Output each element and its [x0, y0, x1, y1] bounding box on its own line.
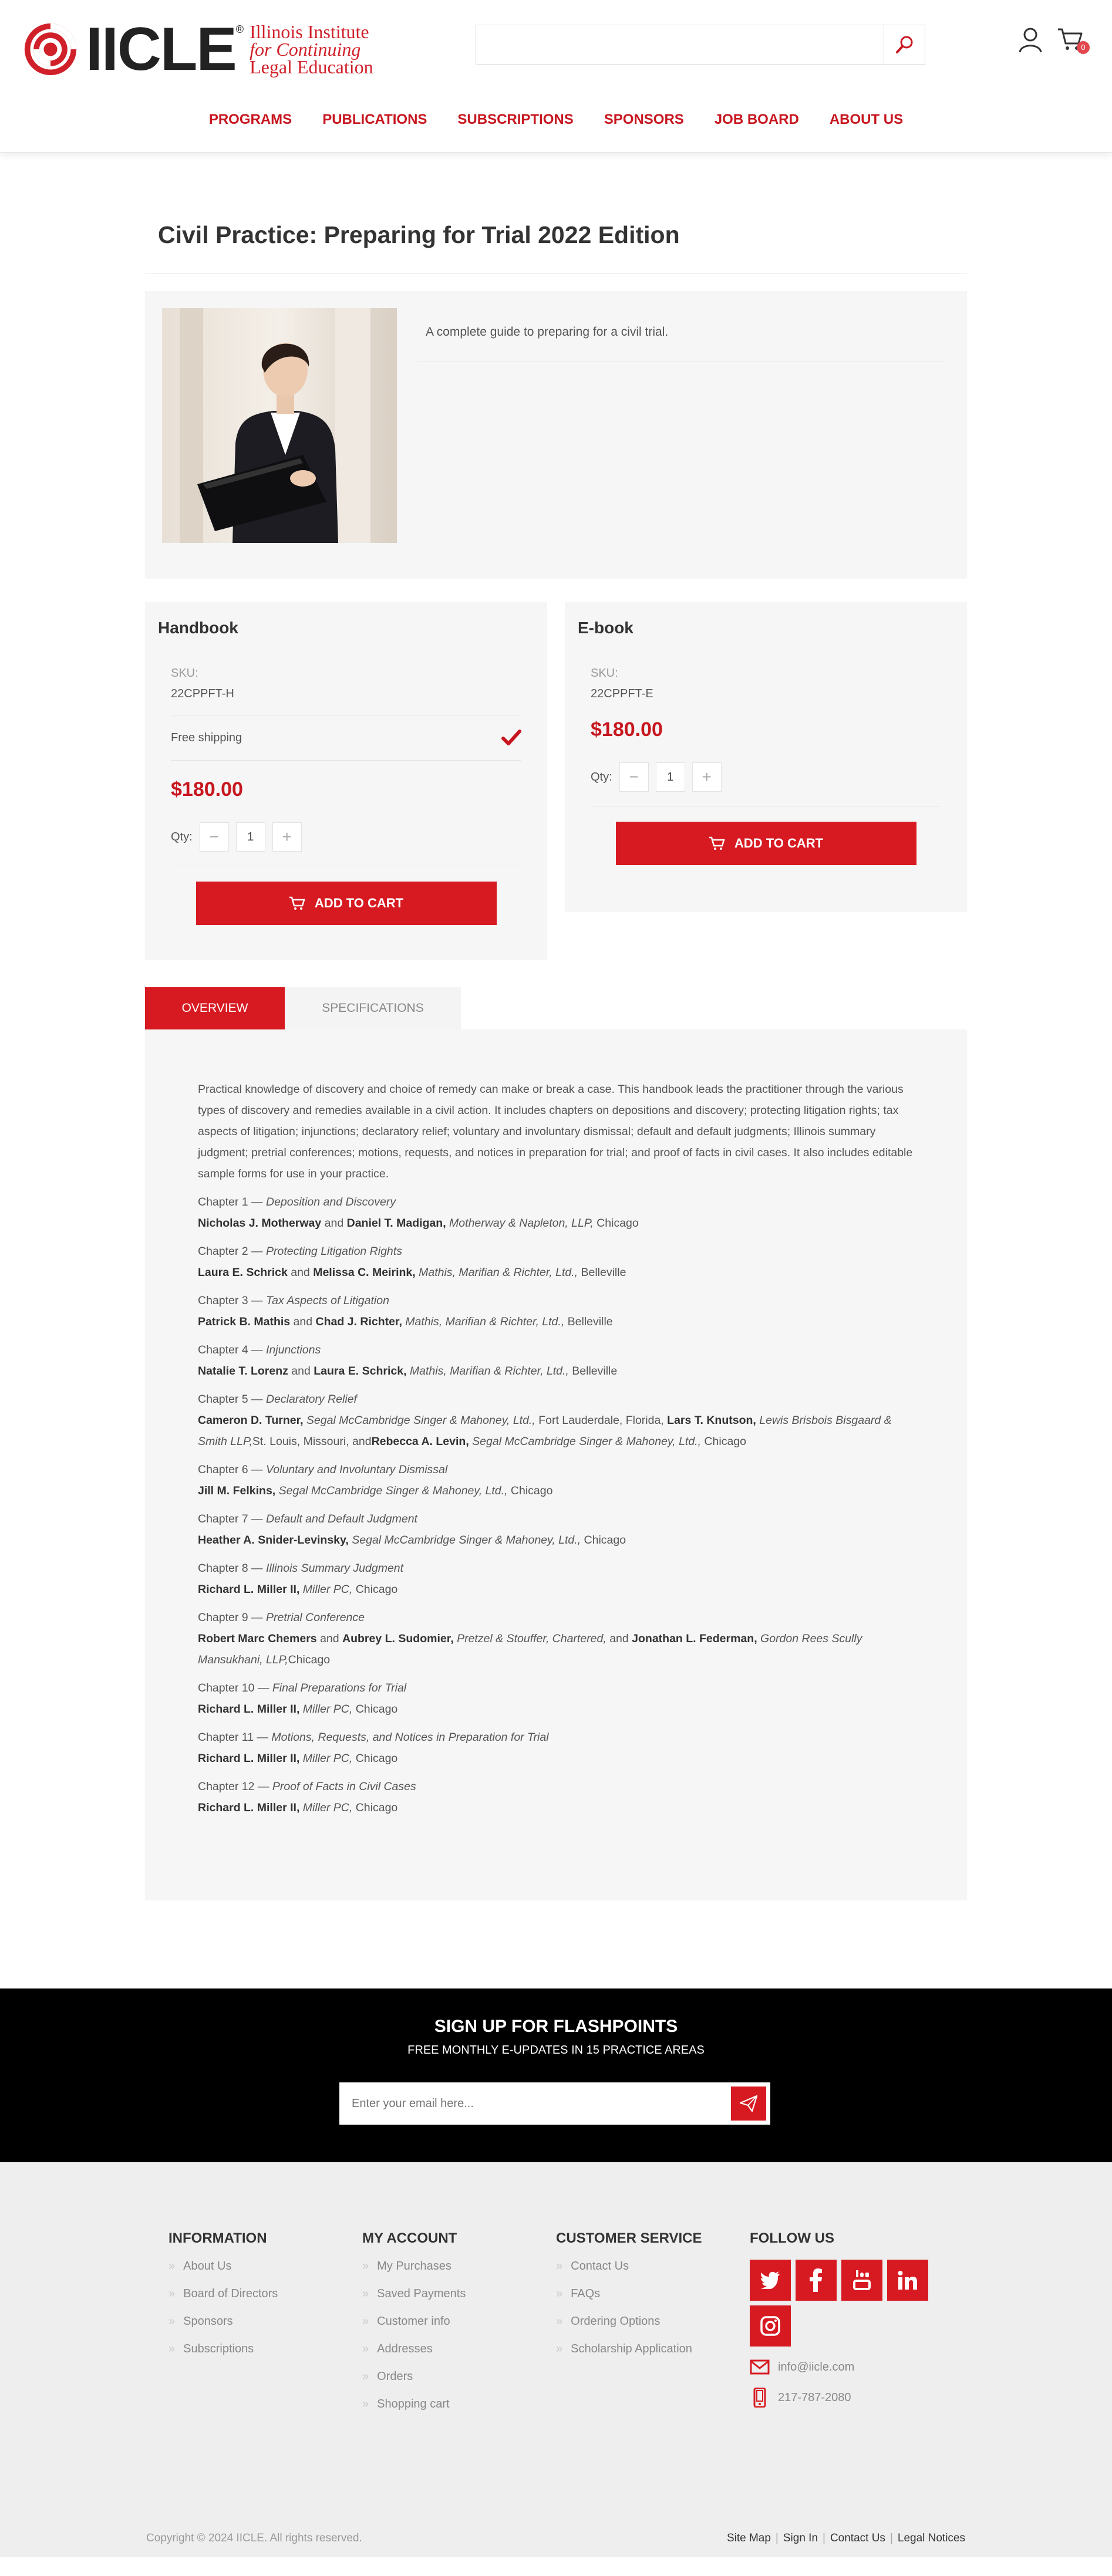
- city: St. Louis, Missouri, and: [252, 1435, 372, 1448]
- ebook-add-to-cart-label: ADD TO CART: [734, 836, 824, 850]
- chapter-number: Chapter 4 —: [198, 1343, 266, 1356]
- nav-sponsors[interactable]: SPONSORS: [604, 112, 684, 127]
- footer-link-addresses[interactable]: » Addresses: [362, 2342, 466, 2370]
- chapter-title: Illinois Summary Judgment: [265, 1562, 404, 1575]
- footer-link-board[interactable]: » Board of Directors: [169, 2287, 278, 2315]
- chapter-title: Final Preparations for Trial: [272, 1682, 407, 1694]
- facebook-button[interactable]: [796, 2260, 837, 2301]
- joiner: and: [288, 1365, 314, 1378]
- chapter-5: [198, 1389, 914, 1452]
- search-input[interactable]: [476, 25, 885, 64]
- author: Richard L. Miller II,: [198, 1801, 300, 1814]
- firm: Mathis, Marifian & Richter, Ltd.,: [402, 1315, 565, 1328]
- handbook-sku-label: SKU:: [171, 667, 198, 680]
- author: Chad J. Richter,: [315, 1315, 402, 1328]
- cart-icon: [289, 896, 305, 910]
- product-intro: [145, 291, 967, 579]
- ebook-heading: E-book: [578, 619, 633, 637]
- chapter-number: Chapter 11 —: [198, 1731, 272, 1744]
- logo-tagline: [250, 23, 373, 76]
- city: Chicago: [581, 1534, 626, 1547]
- site-footer: [0, 2162, 1112, 2557]
- tab-overview[interactable]: OVERVIEW: [145, 987, 285, 1029]
- twitter-button[interactable]: [750, 2260, 791, 2301]
- woman-with-binder-photo: [162, 308, 397, 543]
- copyright: Copyright © 2024 IICLE. All rights reserved.: [146, 2532, 362, 2544]
- separator: |: [889, 2532, 893, 2544]
- chapter-number: Chapter 2 —: [198, 1245, 266, 1258]
- city: Chicago: [288, 1653, 331, 1666]
- author: Aubrey L. Sudomier,: [342, 1632, 454, 1645]
- author: Nicholas J. Motherway: [198, 1217, 322, 1230]
- chapter-10: [198, 1677, 914, 1720]
- firm: Gordon Rees Scully Mansukhani, LLP,: [198, 1632, 862, 1666]
- main-nav: [0, 112, 1112, 128]
- chapter-number: Chapter 7 —: [198, 1512, 266, 1525]
- signup-form: [339, 2082, 770, 2125]
- footer-link-shopping-cart[interactable]: » Shopping cart: [362, 2398, 466, 2425]
- iicle-logo[interactable]: [22, 15, 373, 83]
- author: Richard L. Miller II,: [198, 1583, 300, 1596]
- author: Heather A. Snider-Levinsky,: [198, 1534, 349, 1547]
- author: Jill M. Felkins,: [198, 1484, 276, 1497]
- overview-lead: Practical knowledge of discovery and choice of remedy can make or break a case. This handbook leads the practitioner through the various types of discovery and remedies available in a civil action. It includes chapters on depositions and discovery; protecting litigation rights; tax aspects of litigation; injunctions; declaratory relief; voluntary and involuntary dismissal; default and default judgments; Illinois summary judgment; pretrial conferences; motions, requests, and notices in preparation for trial; and proof of facts in civil cases. It also includes editable sample forms for use in your practice.: [198, 1083, 913, 1180]
- author: Richard L. Miller II,: [198, 1752, 300, 1765]
- chapter-title: Motions, Requests, and Notices in Preparation for Trial: [271, 1731, 549, 1744]
- cart-button[interactable]: [1057, 26, 1086, 55]
- city: Fort Lauderdale, Florida,: [535, 1414, 668, 1427]
- ebook-variant: [565, 602, 967, 912]
- footer-information-heading: INFORMATION: [169, 2230, 267, 2246]
- joiner: and: [316, 1632, 343, 1645]
- firm: Segal McCambridge Singer & Mahoney, Ltd.,: [303, 1414, 535, 1427]
- chapter-7: [198, 1508, 914, 1551]
- city: Chicago: [352, 1583, 398, 1596]
- product-image: [162, 308, 397, 543]
- instagram-button[interactable]: [750, 2305, 791, 2347]
- chapter-number: Chapter 1 —: [198, 1196, 266, 1208]
- email-field[interactable]: [340, 2083, 730, 2124]
- chapter-9: [198, 1607, 914, 1670]
- footer-link-faqs[interactable]: » FAQs: [556, 2287, 702, 2315]
- youtube-icon: [851, 2269, 873, 2291]
- author: Laura E. Schrick: [198, 1266, 288, 1279]
- chapter-title: Tax Aspects of Litigation: [265, 1294, 389, 1307]
- chapter-title: Pretrial Conference: [265, 1611, 365, 1624]
- firm: Mathis, Marifian & Richter, Ltd.,: [415, 1266, 578, 1279]
- mobile-phone-icon: [750, 2388, 770, 2408]
- handbook-add-to-cart-button[interactable]: [196, 882, 497, 925]
- footer-link-ordering-options[interactable]: » Ordering Options: [556, 2315, 702, 2342]
- footer-account-heading: MY ACCOUNT: [362, 2230, 457, 2246]
- author: Natalie T. Lorenz: [198, 1365, 288, 1378]
- footer-phone[interactable]: [750, 2388, 949, 2408]
- chapter-title: Deposition and Discovery: [265, 1196, 396, 1208]
- search-button[interactable]: [884, 25, 925, 64]
- handbook-divider-2: [171, 760, 521, 761]
- city: Chicago: [593, 1217, 639, 1230]
- ebook-qty-label: Qty:: [591, 770, 612, 784]
- logo-tagline-line3: Legal Education: [250, 56, 373, 77]
- free-shipping-label: Free shipping: [171, 731, 242, 744]
- chapter-title: Injunctions: [265, 1343, 321, 1356]
- city: Chicago: [352, 1752, 398, 1765]
- chapter-title: Declaratory Relief: [265, 1393, 357, 1406]
- nav-subscriptions[interactable]: SUBSCRIPTIONS: [457, 112, 574, 127]
- cart-count-badge: 0: [1077, 41, 1090, 54]
- joiner: and: [287, 1266, 314, 1279]
- footer-email[interactable]: [750, 2359, 949, 2375]
- chapter-number: Chapter 6 —: [198, 1463, 266, 1476]
- chapter-number: Chapter 10 —: [198, 1682, 272, 1694]
- handbook-qty-increase[interactable]: +: [272, 822, 302, 852]
- search-bar: [476, 25, 925, 65]
- product-tabs: [145, 987, 967, 1029]
- tab-specifications[interactable]: SPECIFICATIONS: [285, 987, 461, 1029]
- paper-plane-icon: [739, 2094, 758, 2113]
- separator: |: [823, 2532, 825, 2544]
- footer-information: [169, 2230, 278, 2370]
- footer-link-saved-payments[interactable]: » Saved Payments: [362, 2287, 466, 2315]
- firm: Segal McCambridge Singer & Mahoney, Ltd.,: [348, 1534, 581, 1547]
- footer-customer-service: [556, 2230, 702, 2370]
- footer-my-account: [362, 2230, 466, 2425]
- firm: Segal McCambridge Singer & Mahoney, Ltd.,: [275, 1484, 508, 1497]
- twitter-icon: [760, 2271, 780, 2289]
- firm: Miller PC,: [299, 1583, 353, 1596]
- firm: Miller PC,: [299, 1703, 353, 1716]
- chapter-number: Chapter 9 —: [198, 1611, 266, 1624]
- handbook-qty-decrease[interactable]: −: [200, 822, 229, 852]
- chapter-number: Chapter 3 —: [198, 1294, 266, 1307]
- logo-tagline-line1: Illinois Institute: [250, 21, 369, 42]
- title-divider: [145, 273, 967, 274]
- firm: Motherway & Napleton, LLP,: [446, 1217, 594, 1230]
- chapter-number: Chapter 12 —: [198, 1780, 272, 1793]
- footer-phone-text: 217-787-2080: [778, 2391, 851, 2404]
- separator: |: [775, 2532, 779, 2544]
- handbook-heading: Handbook: [158, 619, 238, 637]
- chapter-title: Default and Default Judgment: [265, 1512, 417, 1525]
- firm: Pretzel & Stouffer, Chartered,: [453, 1632, 606, 1645]
- footer-link-sign-in[interactable]: Sign In: [783, 2532, 818, 2544]
- chapter-2: [198, 1241, 914, 1283]
- footer-link-site-map[interactable]: Site Map: [726, 2532, 771, 2544]
- author: Lars T. Knutson,: [667, 1414, 756, 1427]
- handbook-qty-label: Qty:: [171, 830, 193, 843]
- chapter-3: [198, 1290, 914, 1332]
- joiner: and: [606, 1632, 632, 1645]
- user-icon: [1016, 26, 1045, 55]
- author: Rebecca A. Levin,: [371, 1435, 469, 1448]
- author: Robert Marc Chemers: [198, 1632, 317, 1645]
- page-title: Civil Practice: Preparing for Trial 2022 Edition: [158, 221, 680, 248]
- logo-swirl-icon: [22, 21, 79, 77]
- ebook-price: $180.00: [591, 718, 663, 741]
- chapter-12: [198, 1776, 914, 1818]
- firm: Mathis, Marifian & Richter, Ltd.,: [406, 1365, 569, 1378]
- nav-job-board[interactable]: JOB BOARD: [714, 112, 799, 127]
- cart-icon: [709, 836, 725, 850]
- ebook-qty-input[interactable]: 1: [656, 762, 685, 792]
- chapter-number: Chapter 8 —: [198, 1562, 266, 1575]
- instagram-icon: [760, 2316, 780, 2336]
- handbook-qty-input[interactable]: 1: [236, 822, 265, 852]
- firm: Miller PC,: [299, 1801, 353, 1814]
- product-variants: [145, 602, 967, 960]
- nav-about-us[interactable]: ABOUT US: [829, 112, 904, 127]
- account-button[interactable]: [1016, 26, 1045, 55]
- nav-publications[interactable]: PUBLICATIONS: [322, 112, 427, 127]
- footer-link-orders[interactable]: » Orders: [362, 2370, 466, 2398]
- footer-email-text: info@iicle.com: [778, 2360, 855, 2374]
- newsletter-signup: [0, 1988, 1112, 2162]
- author: Patrick B. Mathis: [198, 1315, 291, 1328]
- chapter-title: Protecting Litigation Rights: [265, 1245, 402, 1258]
- product-page: [145, 221, 967, 1900]
- handbook-variant: [145, 602, 547, 960]
- footer-follow-heading: FOLLOW US: [750, 2230, 834, 2246]
- chapter-title: Proof of Facts in Civil Cases: [272, 1780, 416, 1793]
- firm: Miller PC,: [299, 1752, 353, 1765]
- facebook-icon: [810, 2268, 823, 2292]
- author: Jonathan L. Federman,: [632, 1632, 757, 1645]
- youtube-button[interactable]: [841, 2260, 882, 2301]
- logo-wordmark: IICLE: [86, 15, 236, 83]
- joiner: and: [321, 1217, 347, 1230]
- linkedin-icon: [898, 2270, 918, 2290]
- city: Belleville: [578, 1266, 626, 1279]
- handbook-shipping: [171, 730, 521, 746]
- author: Richard L. Miller II,: [198, 1703, 300, 1716]
- footer-link-about-us[interactable]: » About Us: [169, 2260, 278, 2287]
- overview-panel: [145, 1029, 967, 1900]
- footer-link-scholarship[interactable]: » Scholarship Application: [556, 2342, 702, 2370]
- city: Chicago: [507, 1484, 553, 1497]
- signup-title: SIGN UP FOR FLASHPOINTS: [434, 2017, 678, 2036]
- chapter-1: [198, 1191, 914, 1234]
- chapter-6: [198, 1459, 914, 1501]
- logo-registered: ®: [235, 23, 244, 35]
- city: Belleville: [564, 1315, 613, 1328]
- handbook-qty-stepper: [171, 822, 521, 852]
- chapter-4: [198, 1339, 914, 1382]
- product-description: A complete guide to preparing for a civil trial.: [426, 325, 669, 339]
- author: Daniel T. Madigan,: [346, 1217, 446, 1230]
- footer-link-customer-info[interactable]: » Customer info: [362, 2315, 466, 2342]
- footer-link-contact-us-bottom[interactable]: Contact Us: [830, 2532, 885, 2544]
- ebook-add-to-cart-button[interactable]: [616, 822, 916, 865]
- search-icon: [894, 34, 915, 55]
- ebook-qty-stepper: [591, 762, 941, 792]
- site-header: [0, 0, 1112, 153]
- chapter-title: Voluntary and Involuntary Dismissal: [265, 1463, 448, 1476]
- footer-follow-us: [750, 2230, 949, 2408]
- linkedin-button[interactable]: [887, 2260, 928, 2301]
- footer-link-subscriptions[interactable]: » Subscriptions: [169, 2342, 278, 2370]
- handbook-add-to-cart-label: ADD TO CART: [314, 896, 404, 910]
- city: Chicago: [352, 1801, 398, 1814]
- chapter-8: [198, 1558, 914, 1600]
- city: Chicago: [352, 1703, 398, 1716]
- footer-service-heading: CUSTOMER SERVICE: [556, 2230, 702, 2246]
- ebook-sku: 22CPPFT-E: [591, 687, 653, 700]
- joiner: and: [290, 1315, 316, 1328]
- ebook-qty-increase[interactable]: +: [692, 762, 722, 792]
- author: Laura E. Schrick,: [314, 1365, 407, 1378]
- firm: Lewis Brisbois Bisgaard & Smith LLP,: [198, 1414, 892, 1448]
- signup-subtitle: FREE MONTHLY E-UPDATES IN 15 PRACTICE AREAS: [407, 2044, 705, 2057]
- social-links: [750, 2260, 949, 2347]
- footer-link-sponsors[interactable]: » Sponsors: [169, 2315, 278, 2342]
- ebook-sku-label: SKU:: [591, 667, 618, 680]
- author: Melissa C. Meirink,: [313, 1266, 416, 1279]
- checkmark-icon: [501, 730, 521, 746]
- handbook-sku: 22CPPFT-H: [171, 687, 234, 700]
- city: Belleville: [568, 1365, 618, 1378]
- chapter-11: [198, 1727, 914, 1769]
- logo-tagline-line2: for Continuing: [250, 39, 361, 60]
- footer-link-legal-notices[interactable]: Legal Notices: [897, 2532, 965, 2544]
- city: Chicago: [701, 1435, 746, 1448]
- nav-programs[interactable]: PROGRAMS: [208, 112, 292, 127]
- firm: Segal McCambridge Singer & Mahoney, Ltd.,: [469, 1435, 702, 1448]
- footer-bottom-links: [727, 2532, 965, 2545]
- ebook-qty-decrease[interactable]: −: [619, 762, 649, 792]
- signup-submit-button[interactable]: [731, 2087, 766, 2121]
- footer-link-contact-us[interactable]: » Contact Us: [556, 2260, 702, 2287]
- author: Cameron D. Turner,: [198, 1414, 304, 1427]
- envelope-icon: [750, 2359, 770, 2375]
- footer-link-my-purchases[interactable]: » My Purchases: [362, 2260, 466, 2287]
- handbook-price: $180.00: [171, 778, 243, 801]
- chapter-number: Chapter 5 —: [198, 1393, 266, 1406]
